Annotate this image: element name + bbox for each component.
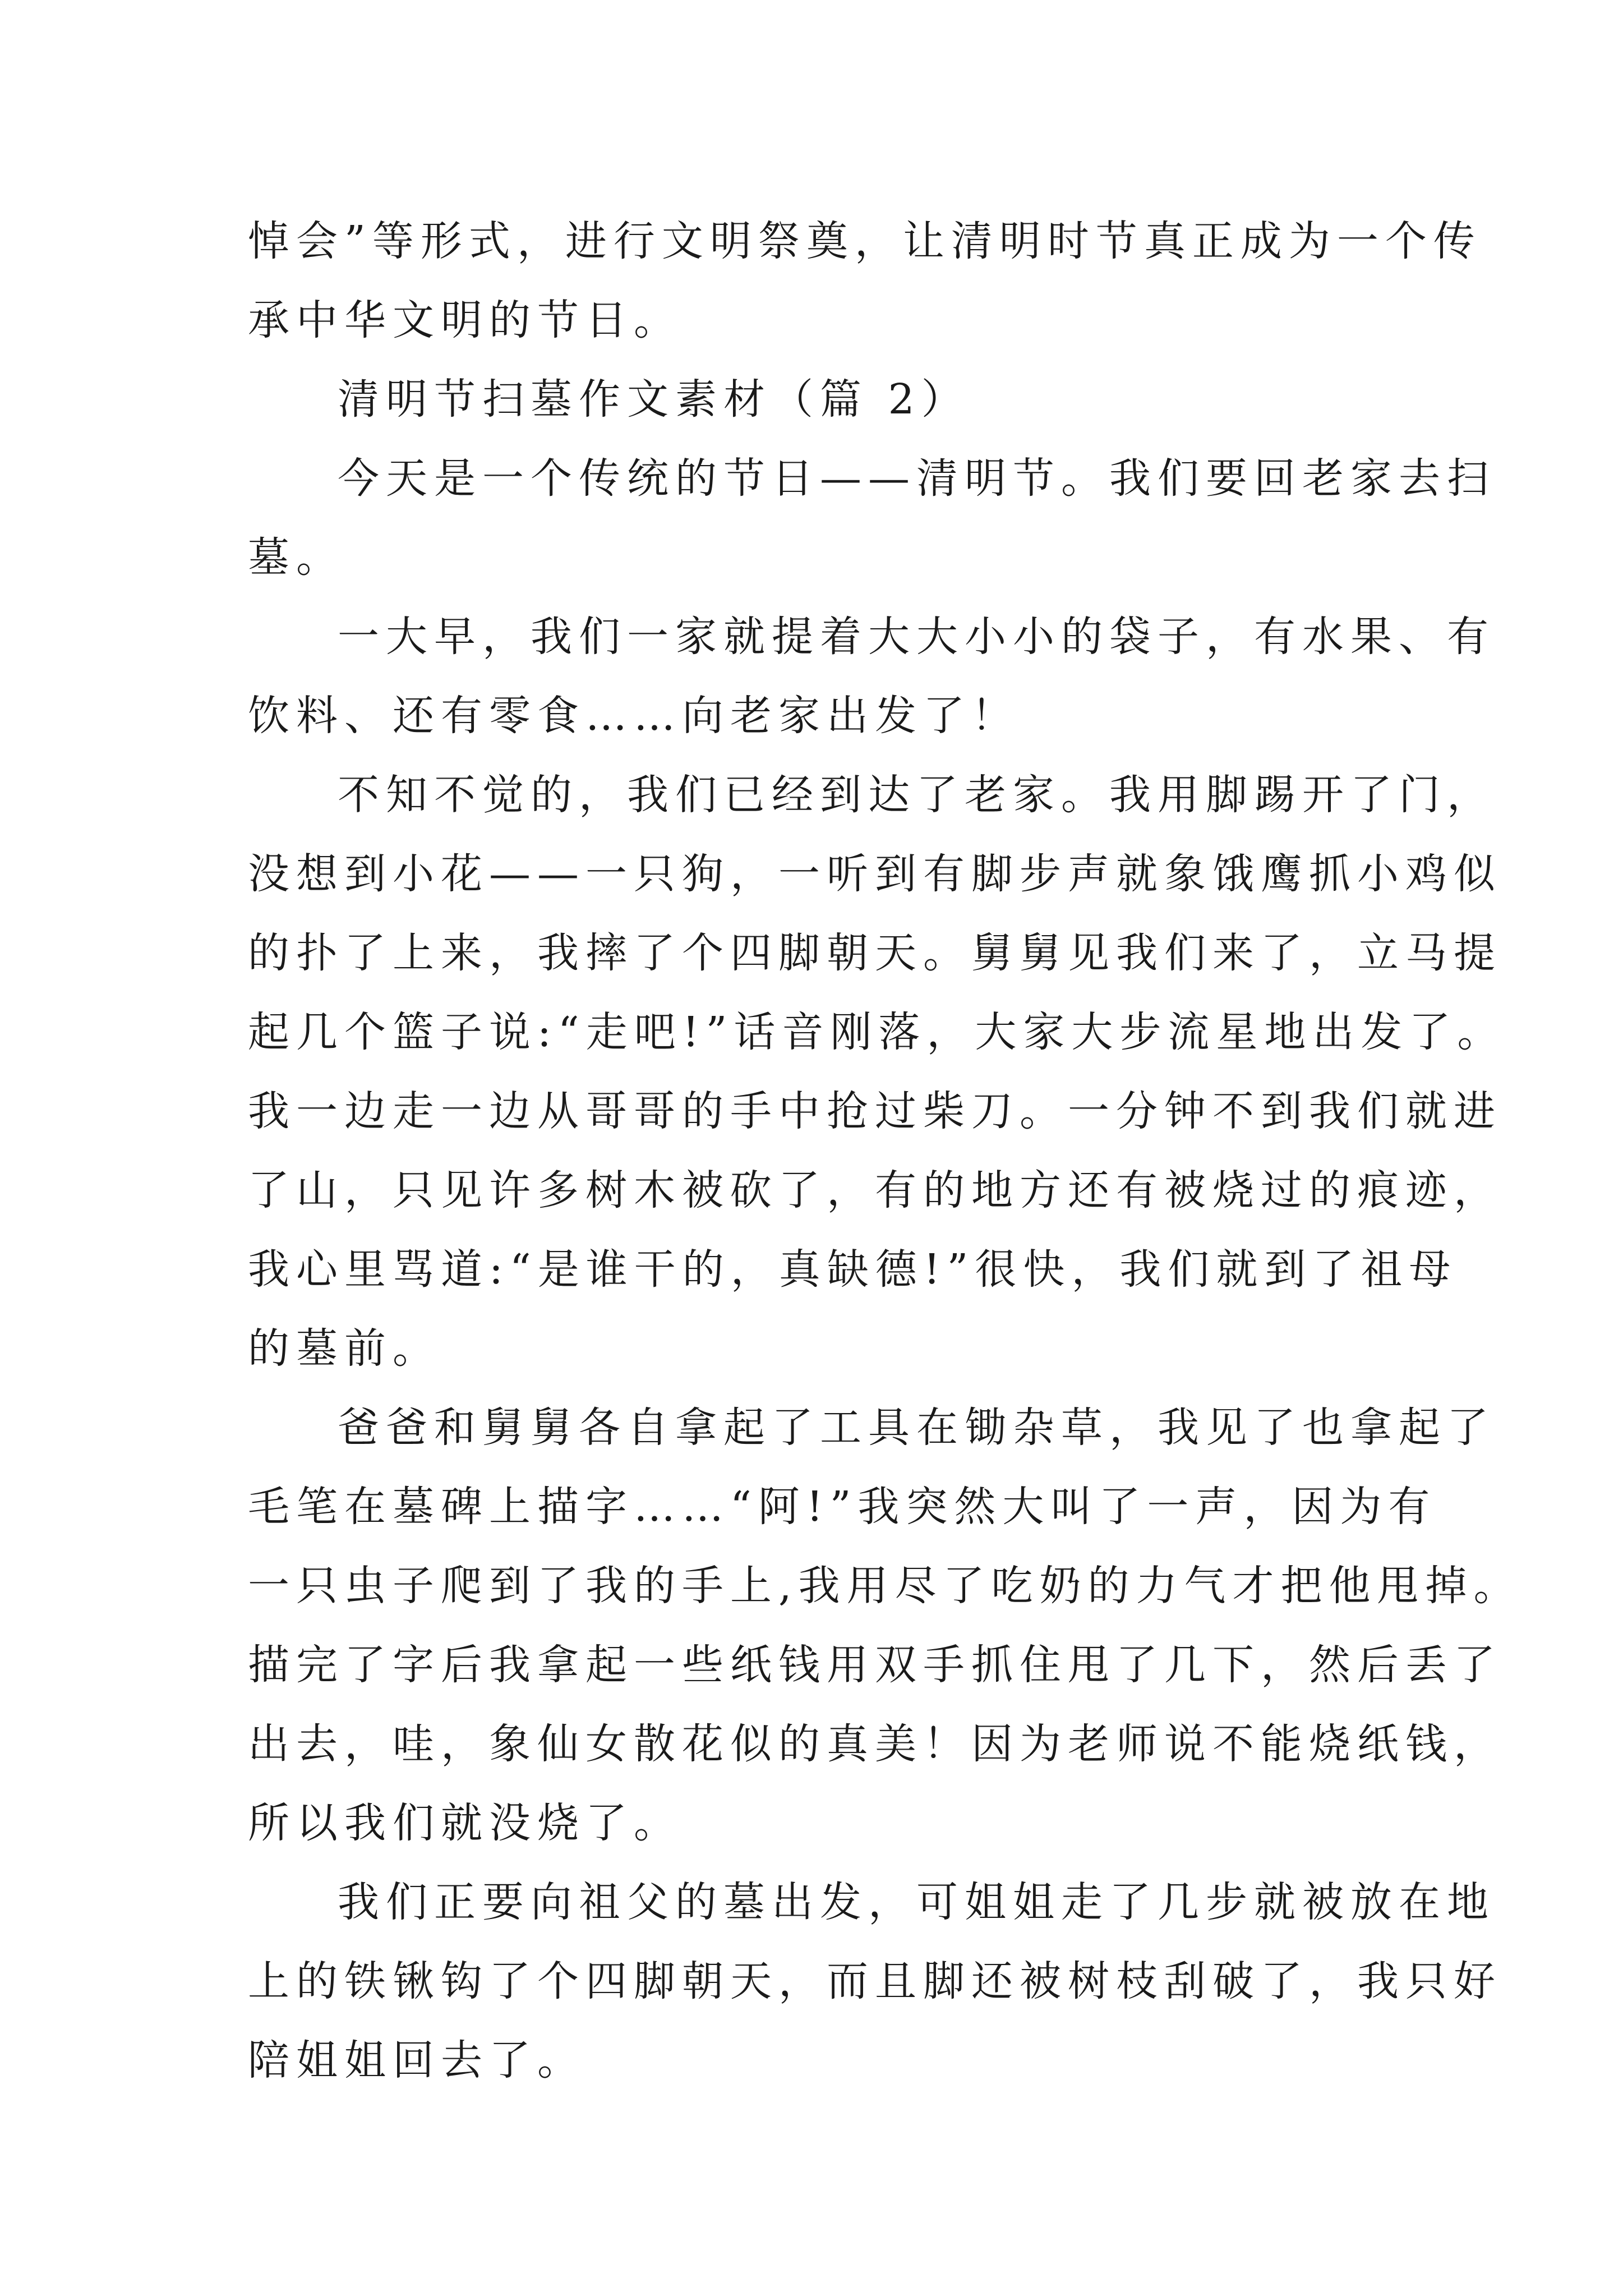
text-line: 一只虫子爬到了我的手上,我用尽了吃奶的力气才把他甩掉。 xyxy=(248,1562,1522,1610)
text-line: 陪姐姐回去了。 xyxy=(248,2036,585,2085)
text-line: 所以我们就没烧了。 xyxy=(248,1799,682,1847)
text-line: 的扑了上来，我摔了个四脚朝天。舅舅见我们来了，立马提 xyxy=(248,929,1502,977)
text-line: 我一边走一边从哥哥的手中抢过柴刀。一分钟不到我们就进 xyxy=(248,1087,1502,1135)
text-line: 描完了字后我拿起一些纸钱用双手抓住甩了几下，然后丢了 xyxy=(248,1641,1502,1689)
text-line: 毛笔在墓碑上描字……“阿!”我突然大叫了一声，因为有 xyxy=(248,1483,1437,1531)
text-line: 的墓前。 xyxy=(248,1324,441,1373)
text-line: 一大早，我们一家就提着大大小小的袋子，有水果、有 xyxy=(338,613,1495,661)
text-line: 悼会”等形式，进行文明祭奠，让清明时节真正成为一个传 xyxy=(248,217,1482,265)
text-line: 出去，哇，象仙女散花似的真美！因为老师说不能烧纸钱， xyxy=(248,1720,1502,1768)
document-body xyxy=(248,202,1522,2100)
text-line: 了山，只见许多树木被砍了，有的地方还有被烧过的痕迹， xyxy=(248,1166,1502,1214)
text-line: 起几个篮子说:“走吧!”话音刚落，大家大步流星地出发了。 xyxy=(248,1008,1506,1056)
text-line: 不知不觉的，我们已经到达了老家。我用脚踢开了门， xyxy=(338,771,1495,819)
text-line: 承中华文明的节日。 xyxy=(248,296,682,344)
text-line: 我心里骂道:“是谁干的，真缺德!”很快，我们就到了祖母 xyxy=(248,1245,1458,1294)
text-line: 爸爸和舅舅各自拿起了工具在锄杂草，我见了也拿起了 xyxy=(338,1404,1495,1452)
text-line: 我们正要向祖父的墓出发，可姐姐走了几步就被放在地 xyxy=(338,1878,1495,1926)
text-line: 没想到小花——一只狗，一听到有脚步声就象饿鹰抓小鸡似 xyxy=(248,850,1502,898)
section-heading: 清明节扫墓作文素材（篇 2） xyxy=(338,375,970,424)
text-line: 饮料、还有零食……向老家出发了！ xyxy=(248,692,1020,740)
text-line: 今天是一个传统的节日——清明节。我们要回老家去扫 xyxy=(338,454,1495,503)
text-line: 上的铁锹钩了个四脚朝天，而且脚还被树枝刮破了，我只好 xyxy=(248,1957,1502,2005)
text-line: 墓。 xyxy=(248,533,344,582)
